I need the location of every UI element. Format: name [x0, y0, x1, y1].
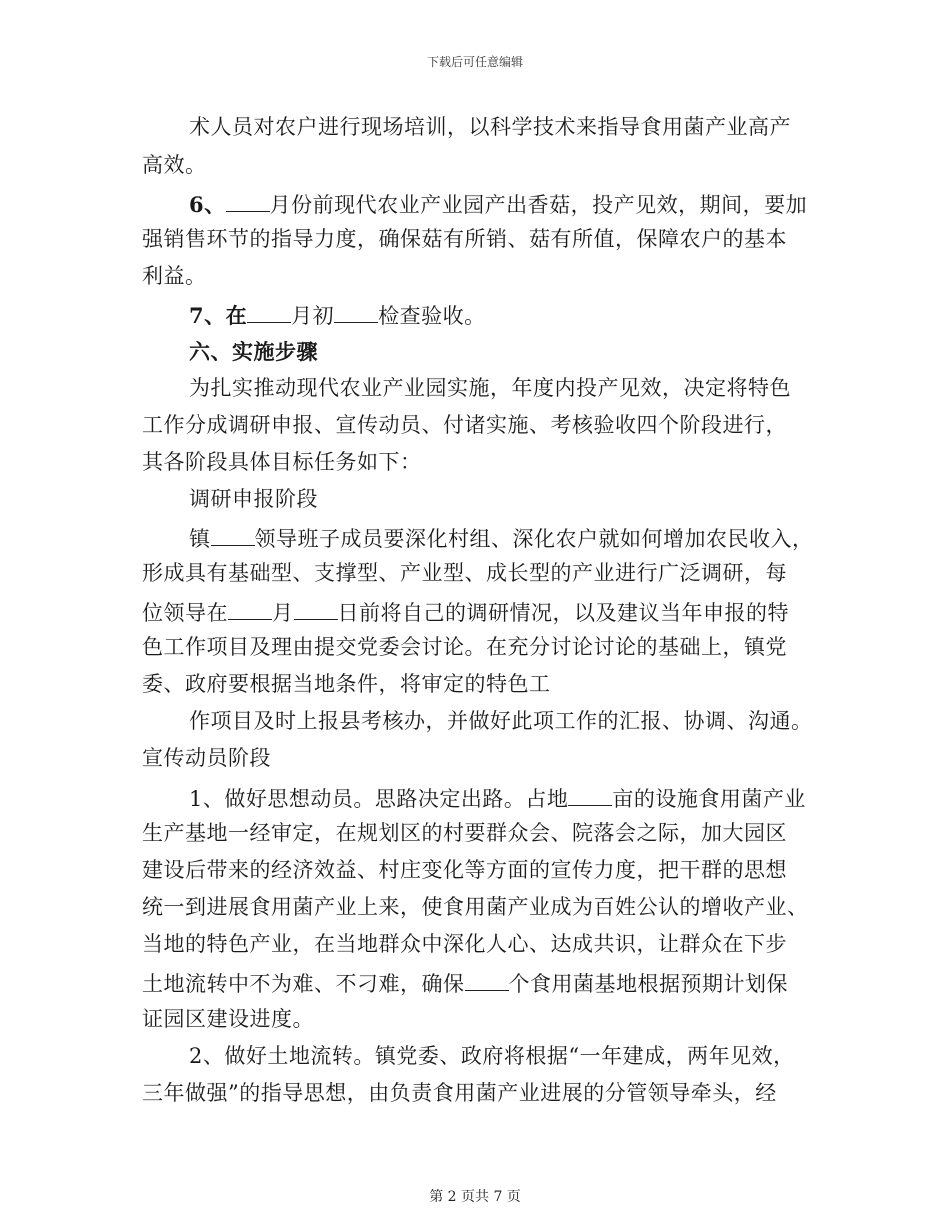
paragraph-line: 工作分成调研申报、宣传动员、付诸实施、考核验收四个阶段进行，: [142, 413, 787, 437]
fill-blank: [247, 303, 291, 323]
paragraph-line: 委、政府要根据当地条件，将审定的特色工: [142, 672, 551, 696]
line-text: 位领导在: [142, 601, 228, 625]
line-text: 检查验收。: [378, 304, 486, 328]
line-text: 月初: [291, 304, 335, 328]
fill-blank: [568, 786, 612, 806]
page-footer: 第 2 页共 7 页: [429, 1189, 521, 1205]
line-text: 领导班子成员要深化村组、深化农户就如何增加农民收入，: [254, 527, 814, 551]
paragraph-line: 建设后带来的经济效益、村庄变化等方面的宣传力度，把干群的思想: [142, 858, 787, 882]
fill-blank: [465, 971, 509, 991]
paragraph-line: 术人员对农户进行现场培训，以科学技术来指导食用菌产业高产: [189, 115, 791, 139]
section-heading: 六、实施步骤: [189, 339, 318, 364]
paragraph-line: 利益。: [142, 264, 207, 288]
line-text: 镇: [189, 527, 211, 551]
line-text: 亩的设施食用菌产业: [612, 787, 806, 811]
paragraph-line: 当地的特色产业，在当地群众中深化人心、达成共识，让群众在下步: [142, 932, 787, 956]
fill-blank: [226, 192, 270, 212]
paragraph-line: 为扎实推动现代农业产业园实施，年度内投产见效，决定将特色: [189, 376, 791, 400]
paragraph-line: 高效。: [142, 153, 207, 177]
paragraph-line: 色工作项目及理由提交党委会讨论。在充分讨论讨论的基础上，镇党: [142, 635, 787, 659]
line-text: 土地流转中不为难、不刁难，确保: [142, 972, 465, 996]
line-text: 月份前现代农业产业园产出香菇，投产见效，期间，要加: [269, 193, 808, 217]
paragraph-line: 三年做强”的指导思想，由负责食用菌产业进展的分管领导牵头，经: [142, 1081, 777, 1105]
fill-blank: [334, 303, 378, 323]
paragraph-line: 作项目及时上报县考核办，并做好此项工作的汇报、协调、沟通。: [189, 709, 813, 733]
paragraph-line: 证园区建设进度。: [142, 1007, 314, 1031]
paragraph-line: 强销售环节的指导力度，确保菇有所销、菇有所值，保障农户的基本: [142, 227, 787, 251]
paragraph-line: [189, 192, 807, 216]
paragraph-line: 2、做好土地流转。镇党委、政府将根据“一年建成，两年见效，: [189, 1044, 795, 1068]
fill-blank: [228, 600, 272, 620]
fill-blank: [211, 526, 255, 546]
fill-blank: [294, 600, 338, 620]
page-header: 下载后可任意编辑: [426, 55, 523, 69]
line-text: 月: [272, 601, 294, 625]
paragraph-line: 统一到进展食用菌产业上来，使食用菌产业成为百姓公认的增收产业、: [142, 895, 809, 919]
list-number: 6、: [189, 192, 226, 217]
paragraph-line: [189, 786, 806, 810]
paragraph-line: [189, 526, 814, 550]
paragraph-line: 生产基地一经审定，在规划区的村要群众会、院落会之际，加大园区: [142, 821, 787, 845]
line-text: 个食用菌基地根据预期计划保: [508, 972, 788, 996]
paragraph-line: [189, 303, 486, 327]
paragraph-line: [142, 600, 789, 624]
subsection-heading: 调研申报阶段: [189, 487, 318, 511]
line-text: 日前将自己的调研情况，以及建议当年申报的特: [337, 601, 789, 625]
subsection-heading: 宣传动员阶段: [142, 746, 271, 770]
line-text: 1、做好思想动员。思路决定出路。占地: [189, 787, 569, 811]
paragraph-line: 其各阶段具体目标任务如下：: [142, 450, 422, 474]
line-text: 7、在: [189, 303, 248, 328]
paragraph-line: 形成具有基础型、支撑型、产业型、成长型的产业进行广泛调研，每: [142, 561, 787, 585]
paragraph-line: [142, 971, 788, 995]
